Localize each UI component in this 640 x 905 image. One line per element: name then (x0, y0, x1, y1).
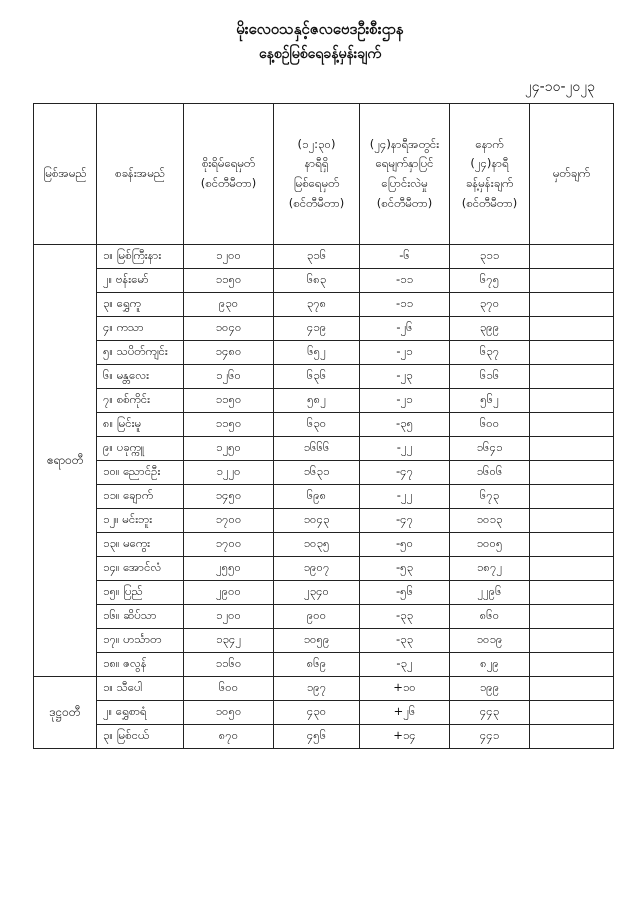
table-row (34, 461, 614, 485)
river-forecast-table (33, 103, 614, 749)
station-name: ၉။ ပခုက္ကူ (97, 437, 184, 461)
danger-level: ၁၁၅၀ (184, 389, 274, 413)
current-level: ၃၁၆ (274, 245, 360, 269)
current-level: ၁၆၆၆ (274, 437, 360, 461)
remark (530, 605, 614, 629)
col-header-current-level: (၁၂:၃၀) နာရီရှိ မြစ်ရေမှတ် (စင်တီမီတာ) (274, 104, 360, 245)
danger-level: ၁၂၅၀ (184, 437, 274, 461)
table-row (34, 269, 614, 293)
danger-level: ၂၅၅၀ (184, 557, 274, 581)
forecast-level: ၃၉၉ (450, 317, 530, 341)
table-row (34, 293, 614, 317)
level-change: -၂၁ (360, 389, 450, 413)
forecast-level: ၈၆၀ (450, 605, 530, 629)
remark (530, 269, 614, 293)
danger-level: ၁၀၄၀ (184, 317, 274, 341)
table-row (34, 701, 614, 725)
remark (530, 245, 614, 269)
current-level: ၆၉၈ (274, 485, 360, 509)
table-row (34, 509, 614, 533)
current-level: ၆၈၃ (274, 269, 360, 293)
col-header-river: မြစ်အမည် (34, 104, 97, 245)
remark (530, 725, 614, 749)
level-change: -၃၂ (360, 653, 450, 677)
remark (530, 389, 614, 413)
level-change: -၆ (360, 245, 450, 269)
forecast-level: ၅၆၂ (450, 389, 530, 413)
level-change: +၁၄ (360, 725, 450, 749)
forecast-level: ၆၃၇ (450, 341, 530, 365)
level-change: -၁၁ (360, 293, 450, 317)
remark (530, 533, 614, 557)
col-header-station: စခန်းအမည် (97, 104, 184, 245)
forecast-level: ၁၉၉ (450, 677, 530, 701)
current-level: ၄၁၉ (274, 317, 360, 341)
current-level: ၅၈၂ (274, 389, 360, 413)
table-row (34, 725, 614, 749)
station-name: ၅။ သပိတ်ကျင်း (97, 341, 184, 365)
table-row (34, 581, 614, 605)
current-level: ၉၀၀ (274, 605, 360, 629)
table-row (34, 605, 614, 629)
river-name: ဒုဋ္ဌဝတီ (34, 677, 97, 749)
department-title: မိုးလေဝသနှင့်ဇလဗေဒဦးစီးဌာန (236, 20, 404, 38)
level-change: -၃၃ (360, 605, 450, 629)
current-level: ၁၉၇ (274, 677, 360, 701)
current-level: ၁၀၄၃ (274, 509, 360, 533)
danger-level: ၁၁၆၀ (184, 653, 274, 677)
table-row (34, 557, 614, 581)
danger-level: ၁၂၀၀ (184, 245, 274, 269)
remark (530, 509, 614, 533)
danger-level: ၁၄၈၀ (184, 341, 274, 365)
col-header-remark: မှတ်ချက် (530, 104, 614, 245)
forecast-level: ၁၆၀၆ (450, 461, 530, 485)
danger-level: ၂၉၀၀ (184, 581, 274, 605)
danger-level: ၁၇၀၀ (184, 509, 274, 533)
station-name: ၁၂။ မင်းဘူး (97, 509, 184, 533)
level-change: -၂၆ (360, 317, 450, 341)
current-level: ၄၃၀ (274, 701, 360, 725)
level-change: -၅၀ (360, 533, 450, 557)
table-row (34, 485, 614, 509)
forecast-level: ၁၀၁၉ (450, 629, 530, 653)
table-row (34, 629, 614, 653)
station-name: ၈။ မြင်းမူ (97, 413, 184, 437)
remark (530, 677, 614, 701)
level-change: -၂၃ (360, 365, 450, 389)
station-name: ၆။ မန္တလေး (97, 365, 184, 389)
level-change: -၁၁ (360, 269, 450, 293)
current-level: ၄၅၆ (274, 725, 360, 749)
danger-level: ၁၃၄၂ (184, 629, 274, 653)
station-name: ၁၆။ ဆိပ်သာ (97, 605, 184, 629)
forecast-level: ၁၆၄၁ (450, 437, 530, 461)
table-row (34, 365, 614, 389)
forecast-level: ၁၈၇၂ (450, 557, 530, 581)
remark (530, 485, 614, 509)
danger-level: ၉၃၀ (184, 293, 274, 317)
danger-level: ၁၂၆၀ (184, 365, 274, 389)
river-name: ဧရာဝတီ (34, 245, 97, 677)
station-name: ၁၄။ အောင်လံ (97, 557, 184, 581)
col-header-forecast: နောက် (၂၄)နာရီ ခန့်မှန်းချက် (စင်တီမီတာ) (450, 104, 530, 245)
remark (530, 365, 614, 389)
level-change: +၂၆ (360, 701, 450, 725)
current-level: ၁၆၃၁ (274, 461, 360, 485)
current-level: ၈၆၉ (274, 653, 360, 677)
station-name: ၁။ မြစ်ကြီးနား (97, 245, 184, 269)
danger-level: ၁၂၀၀ (184, 605, 274, 629)
col-header-danger-level: စိုးရိမ်ရေမှတ် (စင်တီမီတာ) (184, 104, 274, 245)
forecast-level: ၆၀၀ (450, 413, 530, 437)
current-level: ၃၇၈ (274, 293, 360, 317)
forecast-level: ၃၁၁ (450, 245, 530, 269)
col-header-change: (၂၄)နာရီအတွင်း ရေမျက်နှာပြင် ပြောင်းလဲမှု (စင်တီမီတာ) (360, 104, 450, 245)
remark (530, 629, 614, 653)
report-title: နေ့စဉ်မြစ်ရေခန့်မှန်းချက် (258, 46, 382, 62)
table-header-row (34, 104, 614, 245)
remark (530, 293, 614, 317)
remark (530, 413, 614, 437)
remark (530, 653, 614, 677)
level-change: -၂၂ (360, 485, 450, 509)
level-change: -၄၇ (360, 461, 450, 485)
danger-level: ၁၄၅၀ (184, 485, 274, 509)
level-change: -၅၆ (360, 581, 450, 605)
forecast-level: ၆၁၆ (450, 365, 530, 389)
forecast-level: ၃၇၀ (450, 293, 530, 317)
current-level: ၆၅၂ (274, 341, 360, 365)
table-row (34, 245, 614, 269)
station-name: ၁၀။ ညောင်ဦး (97, 461, 184, 485)
danger-level: ၁၂၂၀ (184, 461, 274, 485)
station-name: ၄။ ကသာ (97, 317, 184, 341)
report-date: ၂၄-၁၀-၂၀၂၃ (524, 79, 595, 95)
current-level: ၂၃၄၀ (274, 581, 360, 605)
table-row (34, 677, 614, 701)
level-change: -၂၁ (360, 341, 450, 365)
remark (530, 437, 614, 461)
table-row (34, 437, 614, 461)
station-name: ၃။ ရွှေကူ (97, 293, 184, 317)
current-level: ၁၀၃၅ (274, 533, 360, 557)
current-level: ၁၉၀၇ (274, 557, 360, 581)
remark (530, 317, 614, 341)
level-change: -၃၃ (360, 629, 450, 653)
current-level: ၆၃၀ (274, 413, 360, 437)
station-name: ၁၃။ မကွေး (97, 533, 184, 557)
remark (530, 341, 614, 365)
station-name: ၁၈။ ဇလွန် (97, 653, 184, 677)
level-change: +၁၀ (360, 677, 450, 701)
table-row (34, 533, 614, 557)
danger-level: ၁၁၅၀ (184, 413, 274, 437)
station-name: ၂။ ရွှေစာရံ (97, 701, 184, 725)
current-level: ၆၃၆ (274, 365, 360, 389)
forecast-level: ၂၂၉၆ (450, 581, 530, 605)
level-change: -၃၅ (360, 413, 450, 437)
danger-level: ၁၁၅၀ (184, 269, 274, 293)
table-row (34, 341, 614, 365)
table-row (34, 389, 614, 413)
table-row (34, 317, 614, 341)
station-name: ၃။ မြစ်ငယ် (97, 725, 184, 749)
forecast-level: ၈၂၉ (450, 653, 530, 677)
danger-level: ၁၇၀၀ (184, 533, 274, 557)
station-name: ၂။ ဗန်းမော် (97, 269, 184, 293)
station-name: ၁၇။ ဟင်္သာတ (97, 629, 184, 653)
forecast-level: ၆၇၃ (450, 485, 530, 509)
danger-level: ၈၇၀ (184, 725, 274, 749)
forecast-level: ၁၀၁၃ (450, 509, 530, 533)
level-change: -၂၂ (360, 437, 450, 461)
station-name: ၇။ စစ်ကိုင်း (97, 389, 184, 413)
table-row (34, 413, 614, 437)
danger-level: ၆၀၀ (184, 677, 274, 701)
station-name: ၁၅။ ပြည် (97, 581, 184, 605)
forecast-level: ၁၀၀၅ (450, 533, 530, 557)
forecast-level: ၆၇၅ (450, 269, 530, 293)
remark (530, 701, 614, 725)
remark (530, 461, 614, 485)
current-level: ၁၀၅၉ (274, 629, 360, 653)
remark (530, 557, 614, 581)
station-name: ၁၁။ ချောက် (97, 485, 184, 509)
table-row (34, 653, 614, 677)
forecast-level: ၄၄၃ (450, 701, 530, 725)
station-name: ၁။ သီပေါ (97, 677, 184, 701)
level-change: -၄၇ (360, 509, 450, 533)
level-change: -၅၃ (360, 557, 450, 581)
remark (530, 581, 614, 605)
forecast-level: ၄၄၁ (450, 725, 530, 749)
danger-level: ၁၀၅၀ (184, 701, 274, 725)
